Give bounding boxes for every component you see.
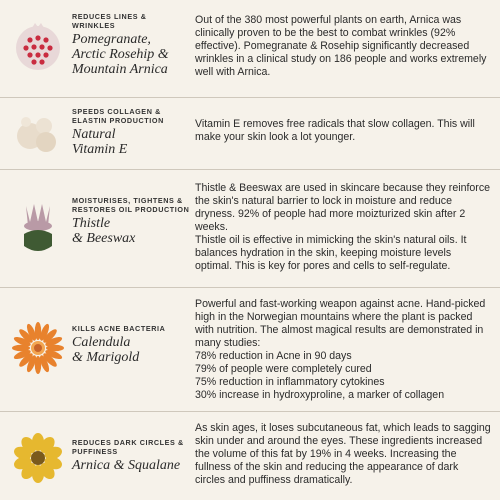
- ingredient-description: [195, 118, 491, 144]
- pomegranate-icon: [12, 20, 64, 72]
- ingredient-name: Pomegranate, Arctic Rosehip & Mountain Arnica: [72, 32, 169, 77]
- ingredient-description: [195, 422, 491, 487]
- description-stat: 30% increase in hydroxyproline, a marker of collagen: [195, 389, 445, 401]
- ingredient-benefit: REDUCES DARK CIRCLES & PUFFINESS: [72, 438, 184, 456]
- ingredient-row-vitamin-e: [0, 98, 500, 170]
- calendula-flower-icon: [12, 322, 64, 374]
- ingredient-row-pomegranate: [0, 0, 500, 98]
- description-paragraph: Vitamin E removes free radicals that slow collagen. This will make your skin look a lot younger.: [195, 118, 475, 143]
- ingredient-description: [195, 14, 491, 79]
- description-paragraph: As skin ages, it loses subcutaneous fat, which leads to sagging skin under and around the eyes. These ingredients increased the volume of this fat by 19% in 4 weeks. Increasing the fullness of the skin and reducing the appearance of dark circles and puffiness dramatically.: [195, 422, 491, 486]
- ingredient-name: Calendula & Marigold: [72, 335, 140, 365]
- ingredient-benefit: SPEEDS COLLAGEN & ELASTIN PRODUCTION: [72, 107, 164, 125]
- ingredient-row-arnica: [0, 412, 500, 500]
- description-stat: 75% reduction in inflammatory cytokines: [195, 376, 385, 388]
- vitamin-e-capsules-icon: [12, 108, 64, 160]
- ingredient-benefit: KILLS ACNE BACTERIA: [72, 324, 166, 333]
- ingredient-description: [195, 182, 491, 273]
- ingredient-description: [195, 298, 491, 402]
- description-stat: 78% reduction in Acne in 90 days: [195, 350, 352, 362]
- ingredient-row-calendula: [0, 288, 500, 412]
- ingredient-name: Natural Vitamin E: [72, 127, 128, 157]
- description-stat: 79% of people were completely cured: [195, 363, 372, 375]
- description-paragraph: Thistle oil is effective in mimicking the skin's natural oils. It balances hydration in the skin, keeping moisture levels optimal. This is key for pores and cells to self-regulate.: [195, 234, 467, 272]
- ingredient-benefit: MOISTURISES, TIGHTENS & RESTORES OIL PRODUCTION: [72, 196, 190, 214]
- description-paragraph: Out of the 380 most powerful plants on earth, Arnica was clinically proven to be the best to combat wrinkles (92% effective). Pomegranate & Rosehip significantly decreased wrinkles in a clinical study on 186 people and works extremely well with Arnica.: [195, 14, 487, 78]
- description-paragraph: Thistle & Beeswax are used in skincare because they reinforce the skin's natural barrier to lock in moisture and reduce dryness. 92% of people had more moizturized skin after 2 weeks.: [195, 182, 491, 233]
- description-paragraph: Powerful and fast-working weapon against acne. Hand-picked high in the Norwegian mountains where the plant is packed with nutrition. The almost magical results are demonstrated in many studies:: [195, 298, 486, 349]
- thistle-icon: [12, 200, 64, 252]
- ingredient-benefit: REDUCES LINES & WRINKLES: [72, 12, 147, 30]
- ingredient-row-thistle: [0, 170, 500, 288]
- arnica-flower-icon: [12, 432, 64, 484]
- ingredient-name: Thistle & Beeswax: [72, 216, 136, 246]
- ingredient-name: Arnica & Squalane: [72, 458, 181, 473]
